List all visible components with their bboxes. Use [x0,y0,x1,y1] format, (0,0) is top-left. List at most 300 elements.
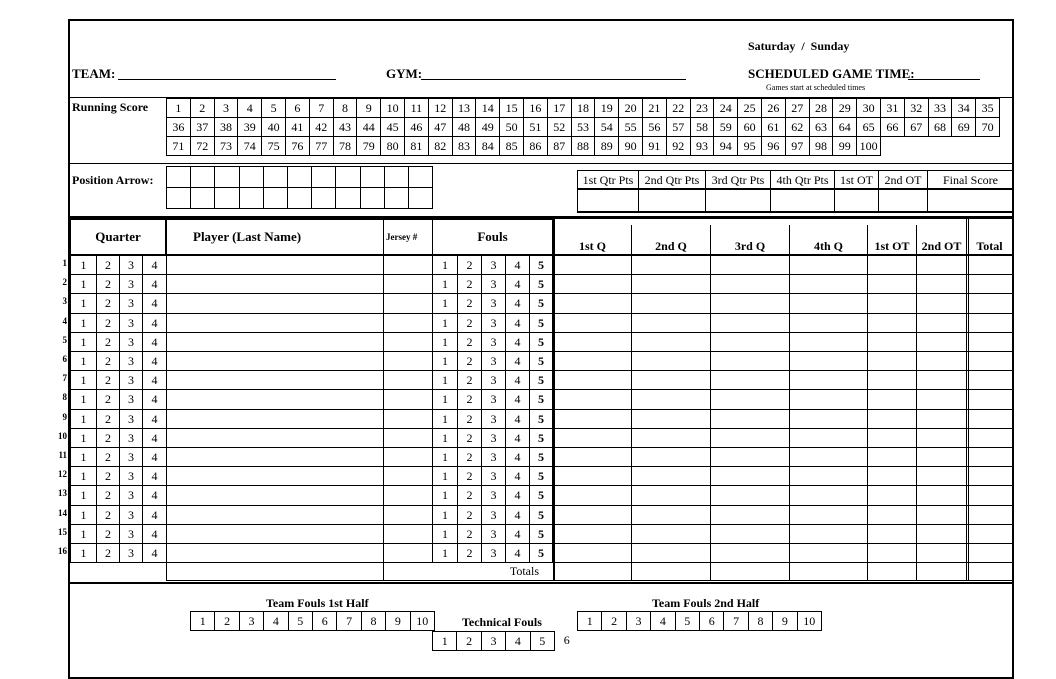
quarter-played-cell[interactable]: 3 [119,409,143,429]
running-score-cell[interactable]: 92 [666,136,691,156]
jersey-number-cell[interactable] [383,332,433,352]
foul-mark-cell[interactable]: 2 [457,351,482,371]
jersey-number-cell[interactable] [383,428,433,448]
qtr-points-value-cell[interactable] [770,189,835,213]
quarter-played-cell[interactable]: 2 [96,447,120,467]
foul-mark-cell[interactable]: 3 [481,255,506,275]
running-score-cell[interactable]: 68 [928,117,953,137]
player-score-cell[interactable] [916,466,967,486]
player-score-cell[interactable] [916,313,967,333]
total-score-cell[interactable] [710,562,790,581]
quarter-played-cell[interactable]: 3 [119,543,143,563]
quarter-played-cell[interactable]: 1 [70,543,97,563]
foul-mark-cell[interactable]: 1 [432,313,458,333]
running-score-cell[interactable]: 63 [809,117,834,137]
running-score-cell[interactable]: 74 [237,136,262,156]
player-name-cell[interactable] [166,255,384,275]
player-score-cell[interactable] [966,543,1013,563]
player-score-cell[interactable] [867,293,917,313]
player-score-cell[interactable] [916,428,967,448]
player-score-cell[interactable] [710,351,790,371]
quarter-played-cell[interactable]: 1 [70,447,97,467]
player-score-cell[interactable] [789,332,868,352]
player-score-cell[interactable] [710,389,790,409]
running-score-cell[interactable]: 35 [975,98,1000,118]
position-arrow-cell[interactable] [190,166,215,188]
player-score-cell[interactable] [789,274,868,294]
player-score-cell[interactable] [966,313,1013,333]
qtr-points-value-cell[interactable] [577,189,639,213]
running-score-cell[interactable]: 76 [285,136,310,156]
foul-mark-cell[interactable]: 1 [432,389,458,409]
running-score-cell[interactable]: 59 [713,117,738,137]
running-score-cell[interactable]: 46 [404,117,429,137]
jersey-number-cell[interactable] [383,389,433,409]
foul-mark-cell[interactable]: 3 [481,466,506,486]
running-score-cell[interactable]: 43 [333,117,358,137]
position-arrow-cell[interactable] [360,187,385,209]
player-score-cell[interactable] [553,351,632,371]
team-foul-1st-half-cell[interactable]: 9 [385,611,410,631]
player-score-cell[interactable] [789,389,868,409]
foul-mark-cell[interactable]: 3 [481,485,506,505]
running-score-cell[interactable]: 30 [856,98,881,118]
player-name-cell[interactable] [166,485,384,505]
quarter-played-cell[interactable]: 2 [96,466,120,486]
player-score-cell[interactable] [966,255,1013,275]
running-score-cell[interactable]: 6 [285,98,310,118]
foul-mark-cell[interactable]: 2 [457,313,482,333]
quarter-played-cell[interactable]: 2 [96,409,120,429]
position-arrow-cell[interactable] [214,187,239,209]
foul-mark-cell[interactable]: 1 [432,351,458,371]
technical-foul-cell[interactable]: 2 [456,631,481,651]
team-foul-2nd-half-cell[interactable]: 10 [797,611,822,631]
position-arrow-cell[interactable] [166,166,191,188]
player-score-cell[interactable] [916,274,967,294]
foul-mark-cell[interactable]: 5 [529,389,553,409]
quarter-played-cell[interactable]: 4 [142,313,167,333]
foul-mark-cell[interactable]: 5 [529,543,553,563]
player-score-cell[interactable] [631,428,711,448]
foul-mark-cell[interactable]: 2 [457,505,482,525]
running-score-cell[interactable]: 86 [523,136,548,156]
foul-mark-cell[interactable]: 1 [432,370,458,390]
quarter-played-cell[interactable]: 3 [119,428,143,448]
player-name-cell[interactable] [166,447,384,467]
running-score-cell[interactable]: 60 [737,117,762,137]
team-foul-2nd-half-cell[interactable]: 5 [675,611,700,631]
running-score-cell[interactable]: 53 [571,117,596,137]
running-score-cell[interactable]: 78 [333,136,358,156]
quarter-played-cell[interactable]: 4 [142,389,167,409]
jersey-number-cell[interactable] [383,313,433,333]
quarter-played-cell[interactable]: 1 [70,351,97,371]
quarter-played-cell[interactable]: 1 [70,409,97,429]
team-foul-2nd-half-cell[interactable]: 2 [601,611,626,631]
foul-mark-cell[interactable]: 2 [457,543,482,563]
team-foul-1st-half-cell[interactable]: 3 [239,611,264,631]
running-score-cell[interactable]: 69 [951,117,976,137]
total-score-cell[interactable] [789,562,868,581]
player-score-cell[interactable] [710,485,790,505]
player-score-cell[interactable] [867,524,917,544]
jersey-number-cell[interactable] [383,370,433,390]
running-score-cell[interactable]: 80 [380,136,405,156]
technical-foul-cell[interactable]: 5 [530,631,555,651]
running-score-cell[interactable]: 65 [856,117,881,137]
foul-mark-cell[interactable]: 4 [505,409,530,429]
player-score-cell[interactable] [916,543,967,563]
running-score-cell[interactable]: 11 [404,98,429,118]
player-score-cell[interactable] [867,466,917,486]
player-score-cell[interactable] [789,485,868,505]
player-score-cell[interactable] [966,485,1013,505]
position-arrow-cell[interactable] [335,187,360,209]
foul-mark-cell[interactable]: 4 [505,274,530,294]
quarter-played-cell[interactable]: 1 [70,466,97,486]
running-score-cell[interactable]: 56 [642,117,667,137]
running-score-cell[interactable]: 31 [880,98,905,118]
foul-mark-cell[interactable]: 1 [432,447,458,467]
position-arrow-cell[interactable] [311,166,336,188]
running-score-cell[interactable]: 36 [166,117,191,137]
qtr-points-value-cell[interactable] [638,189,706,213]
team-foul-2nd-half-cell[interactable]: 6 [699,611,724,631]
player-score-cell[interactable] [553,274,632,294]
running-score-cell[interactable]: 98 [809,136,834,156]
quarter-played-cell[interactable]: 2 [96,351,120,371]
jersey-number-cell[interactable] [383,524,433,544]
running-score-cell[interactable]: 70 [975,117,1000,137]
foul-mark-cell[interactable]: 5 [529,447,553,467]
foul-mark-cell[interactable]: 5 [529,485,553,505]
position-arrow-cell[interactable] [360,166,385,188]
quarter-played-cell[interactable]: 2 [96,543,120,563]
foul-mark-cell[interactable]: 2 [457,370,482,390]
quarter-played-cell[interactable]: 3 [119,370,143,390]
running-score-cell[interactable]: 2 [190,98,215,118]
player-score-cell[interactable] [710,313,790,333]
foul-mark-cell[interactable]: 3 [481,274,506,294]
quarter-played-cell[interactable]: 4 [142,505,167,525]
player-score-cell[interactable] [553,332,632,352]
total-score-cell[interactable] [867,562,917,581]
quarter-played-cell[interactable]: 4 [142,293,167,313]
player-score-cell[interactable] [916,293,967,313]
player-score-cell[interactable] [553,428,632,448]
running-score-cell[interactable]: 38 [214,117,239,137]
player-score-cell[interactable] [631,370,711,390]
player-score-cell[interactable] [867,505,917,525]
team-foul-1st-half-cell[interactable]: 6 [312,611,337,631]
team-foul-1st-half-cell[interactable]: 4 [263,611,288,631]
running-score-cell[interactable]: 47 [428,117,453,137]
running-score-cell[interactable]: 73 [214,136,239,156]
running-score-cell[interactable]: 8 [333,98,358,118]
qtr-points-value-cell[interactable] [878,189,928,213]
quarter-played-cell[interactable]: 3 [119,505,143,525]
foul-mark-cell[interactable]: 5 [529,505,553,525]
foul-mark-cell[interactable]: 3 [481,505,506,525]
running-score-cell[interactable]: 54 [594,117,619,137]
foul-mark-cell[interactable]: 5 [529,370,553,390]
running-score-cell[interactable]: 42 [309,117,334,137]
team-foul-1st-half-cell[interactable]: 5 [288,611,313,631]
quarter-played-cell[interactable]: 1 [70,255,97,275]
player-name-cell[interactable] [166,313,384,333]
position-arrow-cell[interactable] [408,166,433,188]
foul-mark-cell[interactable]: 2 [457,466,482,486]
quarter-played-cell[interactable]: 4 [142,255,167,275]
foul-mark-cell[interactable]: 3 [481,428,506,448]
player-score-cell[interactable] [867,543,917,563]
running-score-cell[interactable]: 40 [261,117,286,137]
team-foul-2nd-half-cell[interactable]: 9 [772,611,797,631]
position-arrow-cell[interactable] [166,187,191,209]
player-score-cell[interactable] [631,485,711,505]
player-score-cell[interactable] [789,370,868,390]
running-score-cell[interactable]: 96 [761,136,786,156]
jersey-number-cell[interactable] [383,409,433,429]
foul-mark-cell[interactable]: 3 [481,332,506,352]
player-score-cell[interactable] [916,351,967,371]
team-foul-2nd-half-cell[interactable]: 4 [650,611,675,631]
position-arrow-cell[interactable] [263,166,288,188]
running-score-cell[interactable]: 24 [713,98,738,118]
quarter-played-cell[interactable]: 2 [96,370,120,390]
quarter-played-cell[interactable]: 4 [142,543,167,563]
running-score-cell[interactable]: 72 [190,136,215,156]
player-score-cell[interactable] [916,485,967,505]
jersey-number-cell[interactable] [383,351,433,371]
team-foul-1st-half-cell[interactable]: 8 [361,611,386,631]
player-score-cell[interactable] [916,447,967,467]
running-score-cell[interactable]: 100 [856,136,881,156]
player-score-cell[interactable] [867,447,917,467]
player-score-cell[interactable] [966,409,1013,429]
foul-mark-cell[interactable]: 4 [505,447,530,467]
running-score-cell[interactable]: 77 [309,136,334,156]
technical-foul-cell[interactable]: 3 [481,631,506,651]
player-score-cell[interactable] [966,524,1013,544]
running-score-cell[interactable]: 39 [237,117,262,137]
running-score-cell[interactable]: 94 [713,136,738,156]
running-score-cell[interactable]: 99 [832,136,857,156]
qtr-points-value-cell[interactable] [705,189,771,213]
running-score-cell[interactable]: 83 [452,136,477,156]
quarter-played-cell[interactable]: 4 [142,428,167,448]
foul-mark-cell[interactable]: 5 [529,351,553,371]
running-score-cell[interactable]: 61 [761,117,786,137]
position-arrow-cell[interactable] [287,187,312,209]
player-name-cell[interactable] [166,466,384,486]
player-score-cell[interactable] [789,428,868,448]
running-score-cell[interactable]: 23 [690,98,715,118]
player-name-cell[interactable] [166,274,384,294]
quarter-played-cell[interactable]: 4 [142,466,167,486]
player-score-cell[interactable] [966,466,1013,486]
quarter-played-cell[interactable]: 3 [119,332,143,352]
player-score-cell[interactable] [710,370,790,390]
running-score-cell[interactable]: 82 [428,136,453,156]
player-score-cell[interactable] [789,543,868,563]
player-score-cell[interactable] [710,409,790,429]
player-score-cell[interactable] [966,505,1013,525]
quarter-played-cell[interactable]: 3 [119,389,143,409]
running-score-cell[interactable]: 95 [737,136,762,156]
jersey-number-cell[interactable] [383,293,433,313]
foul-mark-cell[interactable]: 4 [505,524,530,544]
player-score-cell[interactable] [710,505,790,525]
player-score-cell[interactable] [631,351,711,371]
running-score-cell[interactable]: 55 [618,117,643,137]
team-foul-2nd-half-cell[interactable]: 1 [577,611,602,631]
player-score-cell[interactable] [553,543,632,563]
foul-mark-cell[interactable]: 5 [529,293,553,313]
player-score-cell[interactable] [631,447,711,467]
quarter-played-cell[interactable]: 3 [119,485,143,505]
foul-mark-cell[interactable]: 4 [505,485,530,505]
quarter-played-cell[interactable]: 3 [119,351,143,371]
quarter-played-cell[interactable]: 1 [70,389,97,409]
quarter-played-cell[interactable]: 2 [96,505,120,525]
player-score-cell[interactable] [553,293,632,313]
quarter-played-cell[interactable]: 3 [119,447,143,467]
player-score-cell[interactable] [553,255,632,275]
running-score-cell[interactable]: 4 [237,98,262,118]
player-score-cell[interactable] [553,370,632,390]
player-score-cell[interactable] [553,524,632,544]
quarter-played-cell[interactable]: 2 [96,524,120,544]
player-score-cell[interactable] [916,389,967,409]
player-score-cell[interactable] [867,255,917,275]
running-score-cell[interactable]: 93 [690,136,715,156]
player-name-cell[interactable] [166,409,384,429]
player-score-cell[interactable] [710,293,790,313]
player-name-cell[interactable] [166,543,384,563]
foul-mark-cell[interactable]: 3 [481,370,506,390]
player-score-cell[interactable] [916,370,967,390]
running-score-cell[interactable]: 49 [475,117,500,137]
foul-mark-cell[interactable]: 2 [457,255,482,275]
quarter-played-cell[interactable]: 3 [119,524,143,544]
total-score-cell[interactable] [916,562,967,581]
running-score-cell[interactable]: 48 [452,117,477,137]
total-score-cell[interactable] [553,562,632,581]
player-score-cell[interactable] [789,505,868,525]
player-score-cell[interactable] [789,447,868,467]
player-name-cell[interactable] [166,332,384,352]
foul-mark-cell[interactable]: 4 [505,313,530,333]
player-score-cell[interactable] [553,409,632,429]
foul-mark-cell[interactable]: 4 [505,389,530,409]
position-arrow-cell[interactable] [239,166,264,188]
foul-mark-cell[interactable]: 2 [457,409,482,429]
running-score-cell[interactable]: 32 [904,98,929,118]
player-score-cell[interactable] [631,524,711,544]
foul-mark-cell[interactable]: 3 [481,293,506,313]
running-score-cell[interactable]: 64 [832,117,857,137]
running-score-cell[interactable]: 34 [951,98,976,118]
player-score-cell[interactable] [631,409,711,429]
running-score-cell[interactable]: 89 [594,136,619,156]
running-score-cell[interactable]: 26 [761,98,786,118]
player-score-cell[interactable] [553,505,632,525]
player-score-cell[interactable] [966,370,1013,390]
technical-foul-cell[interactable]: 6 [563,633,570,647]
player-name-cell[interactable] [166,351,384,371]
running-score-cell[interactable]: 52 [547,117,572,137]
player-score-cell[interactable] [789,409,868,429]
running-score-cell[interactable]: 17 [547,98,572,118]
running-score-cell[interactable]: 22 [666,98,691,118]
running-score-cell[interactable]: 66 [880,117,905,137]
foul-mark-cell[interactable]: 2 [457,332,482,352]
player-score-cell[interactable] [966,428,1013,448]
running-score-cell[interactable]: 90 [618,136,643,156]
player-score-cell[interactable] [867,274,917,294]
running-score-cell[interactable]: 18 [571,98,596,118]
jersey-number-cell[interactable] [383,274,433,294]
player-score-cell[interactable] [966,447,1013,467]
team-foul-1st-half-cell[interactable]: 2 [214,611,239,631]
player-score-cell[interactable] [867,313,917,333]
foul-mark-cell[interactable]: 4 [505,370,530,390]
foul-mark-cell[interactable]: 1 [432,428,458,448]
player-score-cell[interactable] [966,389,1013,409]
foul-mark-cell[interactable]: 2 [457,447,482,467]
foul-mark-cell[interactable]: 1 [432,293,458,313]
quarter-played-cell[interactable]: 4 [142,274,167,294]
quarter-played-cell[interactable]: 2 [96,274,120,294]
quarter-played-cell[interactable]: 4 [142,351,167,371]
jersey-number-cell[interactable] [383,485,433,505]
running-score-cell[interactable]: 5 [261,98,286,118]
player-score-cell[interactable] [789,524,868,544]
team-foul-1st-half-cell[interactable]: 10 [410,611,435,631]
foul-mark-cell[interactable]: 5 [529,332,553,352]
running-score-cell[interactable]: 50 [499,117,524,137]
running-score-cell[interactable]: 14 [475,98,500,118]
running-score-cell[interactable]: 27 [785,98,810,118]
foul-mark-cell[interactable]: 3 [481,543,506,563]
quarter-played-cell[interactable]: 1 [70,524,97,544]
player-score-cell[interactable] [631,313,711,333]
quarter-played-cell[interactable]: 2 [96,428,120,448]
running-score-cell[interactable]: 16 [523,98,548,118]
technical-foul-cell[interactable]: 1 [432,631,457,651]
running-score-cell[interactable]: 21 [642,98,667,118]
foul-mark-cell[interactable]: 5 [529,274,553,294]
quarter-played-cell[interactable]: 4 [142,370,167,390]
running-score-cell[interactable]: 97 [785,136,810,156]
foul-mark-cell[interactable]: 2 [457,485,482,505]
foul-mark-cell[interactable]: 2 [457,389,482,409]
foul-mark-cell[interactable]: 2 [457,524,482,544]
foul-mark-cell[interactable]: 1 [432,274,458,294]
player-score-cell[interactable] [553,447,632,467]
game-time-field[interactable] [908,79,980,80]
quarter-played-cell[interactable]: 4 [142,524,167,544]
running-score-cell[interactable]: 91 [642,136,667,156]
player-score-cell[interactable] [916,332,967,352]
foul-mark-cell[interactable]: 5 [529,409,553,429]
player-score-cell[interactable] [916,524,967,544]
position-arrow-cell[interactable] [311,187,336,209]
quarter-played-cell[interactable]: 4 [142,485,167,505]
player-score-cell[interactable] [710,255,790,275]
